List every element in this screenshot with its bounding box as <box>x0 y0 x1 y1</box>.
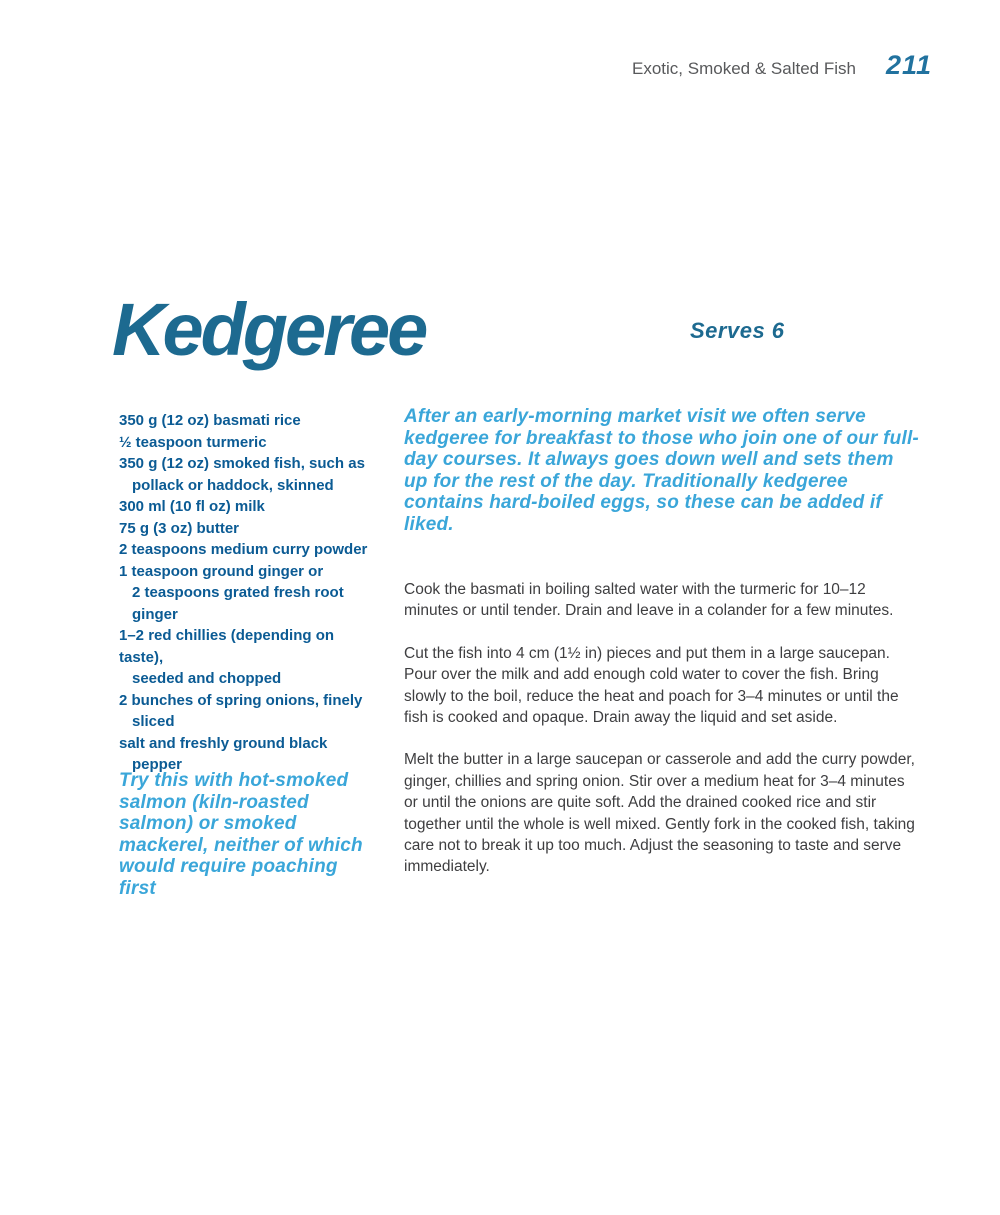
ingredient-line: sliced <box>132 713 175 730</box>
ingredient-line: ½ teaspoon turmeric <box>119 433 267 451</box>
method-step: Cut the fish into 4 cm (1½ in) pieces and put them in a large saucepan. Pour over the milk and add enough cold water to cover the fish. Bring slowly to the boil, reduce the heat and poach for 3–4 minutes or until the fish is cooked and opaque. Drain away the liquid and set aside. <box>404 644 899 727</box>
recipe-body <box>404 406 920 899</box>
ingredient-line: ginger <box>132 605 178 623</box>
ingredient-line: 2 bunches of spring onions, finely <box>119 691 363 709</box>
ingredient-line: 350 g (12 oz) basmati rice <box>119 412 301 429</box>
ingredient-line: 1–2 red chillies (depending on taste), <box>119 627 335 666</box>
ingredient-line: pepper <box>132 756 183 773</box>
ingredient-line: 2 teaspoons grated fresh root <box>132 584 344 601</box>
serves-label: Serves 6 <box>690 318 785 343</box>
page-number: 211 <box>885 50 932 80</box>
ingredients-list <box>119 410 381 776</box>
chapter-title: Exotic, Smoked & Salted Fish <box>632 59 856 78</box>
ingredient-line: salt and freshly ground black <box>119 734 328 752</box>
ingredient-line: pollack or haddock, skinned <box>132 476 334 494</box>
method-step: Cook the basmati in boiling salted water with the turmeric for 10–12 minutes or until tender. Drain and leave in a colander for a few minutes. <box>404 581 894 620</box>
ingredient-line: 350 g (12 oz) smoked fish, such as <box>119 455 365 472</box>
recipe-title: Kedgeree <box>112 287 426 371</box>
ingredient-line: 75 g (3 oz) butter <box>119 519 240 537</box>
ingredient-line: seeded and chopped <box>132 670 282 687</box>
ingredient-line: 1 teaspoon ground ginger or <box>119 562 324 580</box>
running-header <box>632 50 932 81</box>
method-step: Melt the butter in a large saucepan or casserole and add the curry powder, ginger, chillies and spring onion. Stir over a medium heat for 3–4 minutes or until the onions are quite soft. Add the drained cooked rice and stir together until the whole is well mixed. Gently fork in the cooked fish, taking care not to break it up too much. Adjust the seasoning to taste and serve immediately. <box>404 751 915 876</box>
ingredient-line: 300 ml (10 fl oz) milk <box>119 498 265 515</box>
ingredient-line: 2 teaspoons medium curry powder <box>119 541 368 558</box>
intro-note: After an early-morning market visit we often serve kedgeree for breakfast to those who join one of our full-day courses. It always goes down well and sets them up for the rest of the day. Traditionally kedgeree contains hard-boiled eggs, so these can be added if liked. <box>404 406 919 535</box>
tip-note: Try this with hot-smoked salmon (kiln-roasted salmon) or smoked mackerel, neither of which would require poaching first <box>119 770 363 899</box>
